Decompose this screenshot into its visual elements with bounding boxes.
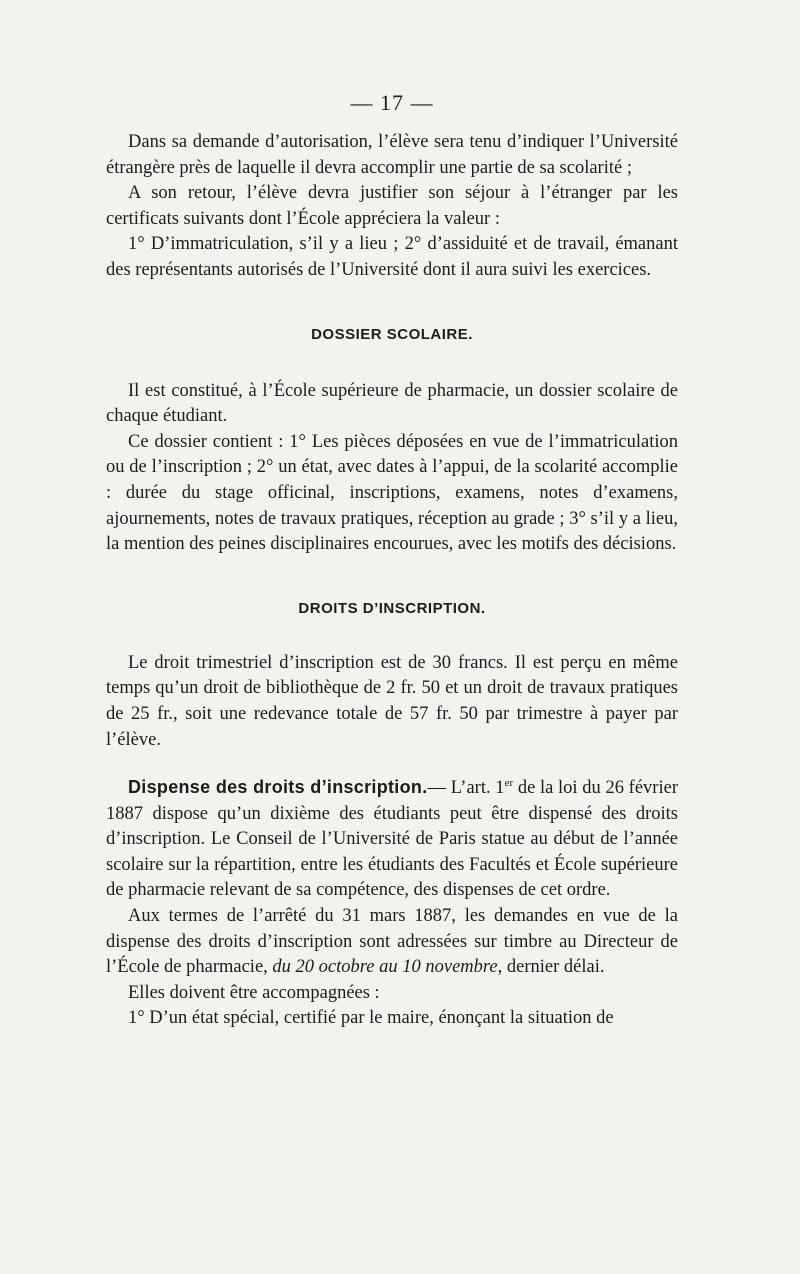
dossier-paragraph-1: Il est constitué, à l’École supérieure de pharmacie, un dossier scolaire de chaque étudiant. <box>106 380 678 427</box>
page-number: — 17 — <box>350 90 434 115</box>
dispense-run-in-heading: Dispense des droits d’inscription. <box>128 777 428 798</box>
dispense-paragraph-2 <box>106 904 678 981</box>
dispense-text-a: — L’art. 1 <box>427 778 505 799</box>
intro-paragraph-3: 1° D’immatriculation, s’il y a lieu ; 2° d’assiduité et de travail, émanant des représentants autorisés de l’Université dont il aura suivi les exercices. <box>106 234 678 280</box>
dispense-p2-text-b: , dernier délai. <box>497 957 605 978</box>
section-heading-dossier-scolaire: DOSSIER SCOLAIRE. <box>311 325 473 343</box>
dispense-paragraph-4: 1° D’un état spécial, certifié par le maire, énonçant la situation de <box>128 1008 614 1029</box>
dispense-text-b: de la loi du 26 février 1887 dispose qu’un dixième des étudiants peut être dispensé des droits d’inscription. Le Conseil de l’Université de Paris statue au début de l’année scolaire sur la répartition, entre les étudiants des Facultés et École supérieure de pharmacie relevant de sa compétence, des dispenses de cet ordre. <box>106 778 678 901</box>
dossier-paragraph-2: Ce dossier contient : 1° Les pièces déposées en vue de l’immatriculation ou de l’inscription ; 2° un état, avec dates à l’appui, de la scolarité accomplie : durée du stage officinal, inscriptions, examens, notes d’examens, ajournements, notes de travaux pratiques, réception au grade ; 3° s’il y a lieu, la mention des peines disciplinaires encourues, avec les motifs des décisions. <box>106 431 678 555</box>
section-heading-droits-inscription: DROITS D’INSCRIPTION. <box>298 599 486 617</box>
dispense-p2-dates: du 20 octobre au 10 novembre <box>272 957 498 978</box>
dispense-paragraph-1 <box>106 775 678 904</box>
intro-paragraph-1: Dans sa demande d’autorisation, l’élève sera tenu d’indiquer l’Université étrangère près de laquelle il devra accomplir une partie de sa scolarité ; <box>106 132 678 178</box>
dispense-paragraph-3: Elles doivent être accompagnées : <box>128 982 380 1003</box>
dispense-superscript: er <box>504 776 514 789</box>
droits-paragraph-1: Le droit trimestriel d’inscription est de 30 francs. Il est perçu en même temps qu’un droit de bibliothèque de 2 fr. 50 et un droit de travaux pratiques de 25 fr., soit une redevance totale de 57 fr. 50 par trimestre à payer par l’élève. <box>106 652 678 750</box>
intro-paragraph-2: A son retour, l’élève devra justifier son séjour à l’étranger par les certificats suivants dont l’École appréciera la valeur : <box>106 183 678 229</box>
dispense-p2-text-a: Aux termes de l’arrêté du 31 mars 1887, les demandes en vue de la dispense des droits d’inscription sont adressées sur timbre au Directeur de l’École de pharmacie, <box>106 906 678 978</box>
